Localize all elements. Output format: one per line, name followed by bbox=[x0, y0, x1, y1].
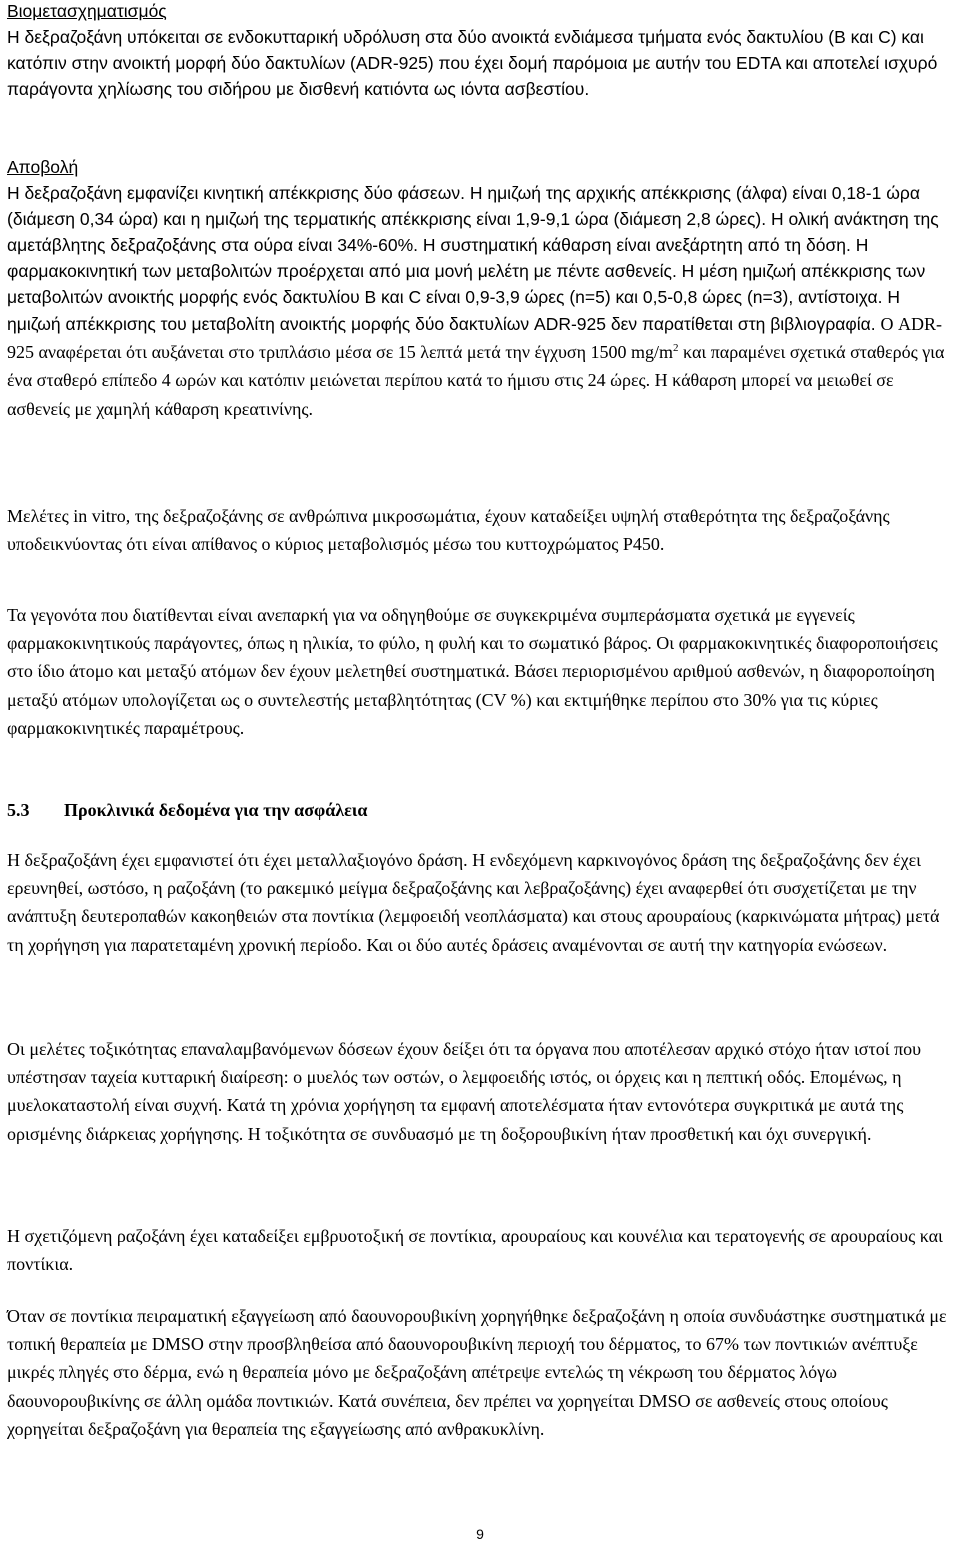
biotransformation-section bbox=[7, 0, 952, 102]
in-vitro-paragraph: Μελέτες in vitro, της δεξραζοξάνης σε ανθρώπινα μικροσωμάτια, έχουν καταδείξει υψηλή σταθερότητα της δεξραζοξάνης υποδεικνύοντας ότι είναι απίθανος ο κύριος μεταβολισμός μέσω του κυττοχρώματος P450. bbox=[7, 506, 890, 555]
variability-paragraph: Τα γεγονότα που διατίθενται είναι ανεπαρκή για να οδηγηθούμε σε συγκεκριμένα συμπεράσματα σχετικά με εγγενείς φαρμακοκινητικούς παράγοντες, όπως η ηλικία, το φύλο, η φυλή και το σωματικό βάρος. Οι φαρμακοκινητικές διαφοροποιήσεις στο ίδιο άτομο και μεταξύ ατόμων δεν έχουν μελετηθεί συστηματικά. Βάσει περιορισμένου αριθμού ασθενών, η διαφοροποίηση μεταξύ ατόμων υπολογίζεται ως ο συντελεστής μεταβλητότητας (CV %) και εκτιμήθηκε περίπου στο 30% για τις κύριες φαρμακοκινητικές παραμέτρους. bbox=[7, 605, 938, 738]
page-number: 9 bbox=[476, 1526, 484, 1542]
embryotoxicity-paragraph: Η σχετιζόμενη ραζοξάνη έχει καταδείξει εμβρυοτοξική σε ποντίκια, αρουραίους και κουνέλια και τερατογενής σε αρουραίους και ποντίκια. bbox=[7, 1226, 943, 1275]
elimination-text-serif-b: και παραμένει σχετικά σταθερός για ένα σταθερό επίπεδο 4 ωρών και κατόπιν μειώνεται περίπου κατά το ήμισυ στις 24 ώρες. Η κάθαρση μπορεί να μειωθεί σε ασθενείς με χαμηλή κάθαρση κρεατινίνης. bbox=[7, 342, 945, 419]
section-number: 5.3 bbox=[7, 800, 30, 820]
biotransformation-text: Η δεξραζοξάνη υπόκειται σε ενδοκυτταρική υδρόλυση στα δύο ανοικτά ενδιάμεσα τμήματα ενός δακτυλίου (Β και C) και κατόπιν στην ανοικτή μορφή δύο δακτυλίων (ADR-925) που έχει δομή παρόμοια με αυτήν του EDTA και αποτελεί ισχυρό παράγοντα χηλίωσης του σιδήρου με δισθενή κατιόντα ως ιόντα ασβεστίου. bbox=[7, 27, 938, 99]
dose-unit-superscript: 2 bbox=[673, 342, 679, 355]
section-heading bbox=[7, 800, 952, 828]
biotransformation-heading: Βιομετασχηματισμός bbox=[7, 1, 167, 21]
elimination-heading: Αποβολή bbox=[7, 157, 79, 177]
section-title: Προκλινικά δεδομένα για την ασφάλεια bbox=[64, 800, 368, 820]
extravasation-paragraph: Όταν σε ποντίκια πειραματική εξαγγείωση από δαουνορουβικίνη χορηγήθηκε δεξραζοξάνη η οποία συνδυάστηκε συστηματικά με τοπική θεραπεία με DMSO στην προσβληθείσα από δαουνορουβικίνη περιοχή του δέρματος, το 67% των ποντικιών ανέπτυξε μικρές πληγές στο δέρμα, ενώ η θεραπεία μόνο με δεξραζοξάνη απέτρεψε εντελώς τη νέκρωση του δέρματος λόγω δαουνορουβικίνης σε άλλη ομάδα ποντικιών. Κατά συνέπεια, δεν πρέπει να χορηγείται DMSO σε ασθενείς στους οποίους χορηγείται δεξραζοξάνη για θεραπεία της εξαγγείωσης από ανθρακυκλίνη. bbox=[7, 1306, 947, 1439]
toxicity-paragraph: Οι μελέτες τοξικότητας επαναλαμβανόμενων δόσεων έχουν δείξει ότι τα όργανα που αποτέλεσαν αρχικό στόχο ήταν ιστοί που υπέστησαν ταχεία κυτταρική διαίρεση: ο μυελός των οστών, ο λεμφοειδής ιστός, οι όρχεις και η πεπτική οδός. Επομένως, η μυελοκαταστολή είναι συχνή. Κατά τη χρόνια χορήγηση τα εμφανή αποτελέσματα ήταν εντονότερα συγκριτικά με αυτά της ορισμένης διάρκειας χορήγησης. Η τοξικότητα σε συνδυασμό με τη δοξορουβικίνη ήταν προσθετική και όχι συνεργική. bbox=[7, 1039, 922, 1144]
elimination-section bbox=[7, 154, 952, 423]
elimination-text-sans: Η δεξραζοξάνη εμφανίζει κινητική απέκκρισης δύο φάσεων. Η ημιζωή της αρχικής απέκκρισης (άλφα) είναι 0,18-1 ώρα (διάμεση 0,34 ώρα) και η ημιζωή της τερματικής απέκκρισης είναι 1,9-9,1 ώρα (διάμεση 2,8 ώρες). Η ολική ανάκτηση της αμετάβλητης δεξραζοξάνης στα ούρα είναι 34%-60%. Η συστηματική κάθαρση είναι ανεξάρτητη από τη δόση. Η φαρμακοκινητική των μεταβολιτών προέρχεται από μια μονή μελέτη με πέντε ασθενείς. Η μέση ημιζωή απέκκρισης των μεταβολιτών ανοικτής μορφής ενός δακτυλίου B και C είναι 0,9-3,9 ώρες (n=5) και 0,5-0,8 ώρες (n=3), αντίστοιχα. Η ημιζωή απέκκρισης του μεταβολίτη ανοικτής μορφής δύο δακτυλίων ADR-925 δεν παρατίθεται στη βιβλιογραφία. bbox=[7, 183, 939, 334]
genotoxicity-paragraph: Η δεξραζοξάνη έχει εμφανιστεί ότι έχει μεταλλαξιογόνο δράση. Η ενδεχόμενη καρκινογόνος δράση της δεξραζοξάνης δεν έχει ερευνηθεί, ωστόσο, η ραζοξάνη (το ρακεμικό μείγμα δεξραζοξάνης και λεβραζοξάνης) έχει αναφερθεί ότι συσχετίζεται με την ανάπτυξη δευτεροπαθών κακοηθειών στα ποντίκια (λεμφοειδή νεοπλάσματα) και στους αρουραίους (καρκινώματα μήτρας) μετά τη χορήγηση για παρατεταμένη χρονική περίοδο. Και οι δύο αυτές δράσεις αναμένονται σε αυτή την κατηγορία ενώσεων. bbox=[7, 850, 940, 955]
elimination-text-serif-a: Ο ADR-925 αναφέρεται ότι αυξάνεται στο τριπλάσιο μέσα σε 15 λεπτά μετά την έγχυση 1500 mg/m bbox=[7, 314, 943, 363]
